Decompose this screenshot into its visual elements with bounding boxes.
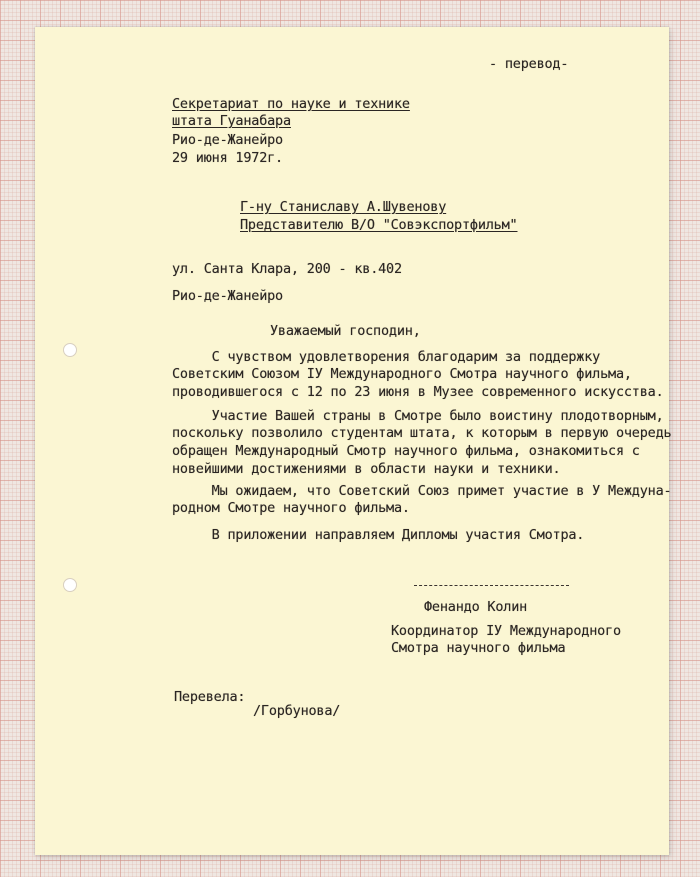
body-line: Советским Союзом IУ Международного Смотра научного фильма, [172,366,632,382]
letter-date: 29 июня 1972г. [172,150,283,166]
sender-city: Рио-де-Жанейро [172,132,283,148]
body-line: Участие Вашей страны в Смотре было воистину плодотворным, [172,408,664,424]
punch-hole-lower [63,578,77,592]
translator-label: Перевела: [174,689,246,705]
recipient-street: ул. Санта Клара, 200 - кв.402 [172,261,402,277]
body-line: новейшими достижениями в области науки и техники. [172,461,561,477]
recipient-city: Рио-де-Жанейро [172,288,283,304]
recipient-name: Г-ну Станиславу А.Шувенову [240,199,447,215]
translator-name: /Горбунова/ [253,703,341,719]
body-line: С чувством удовлетворения благодарим за поддержку [172,349,601,365]
body-line: В приложении направляем Дипломы участия Смотра. [172,527,585,543]
translation-mark: - перевод- [489,56,569,72]
signatory-title-line1: Координатор IУ Международного [391,623,621,639]
signatory-name: Фенандо Колин [424,599,528,615]
body-line: Мы ожидаем, что Советский Союз примет участие в У Междуна- [172,483,672,499]
salutation: Уважаемый господин, [270,323,421,339]
body-line: поскольку позволило студентам штата, к которым в первую очередь [172,425,672,441]
body-line: проводившегося с 12 по 23 июня в Музее современного искусства. [172,384,664,400]
sender-org-line1: Секретариат по науке и технике [172,96,410,112]
signatory-title-line2: Смотра научного фильма [391,640,566,656]
punch-hole-upper [63,343,77,357]
body-line: родном Смотре научного фильма. [172,500,410,516]
signature-line [414,585,569,586]
body-line: обращен Международный Смотр научного фильма, ознакомиться с [172,443,640,459]
recipient-title: Представителю В/О "Совэкспортфильм" [240,217,518,233]
sender-org-line2: штата Гуанабара [172,113,291,129]
document-sheet [35,27,672,855]
